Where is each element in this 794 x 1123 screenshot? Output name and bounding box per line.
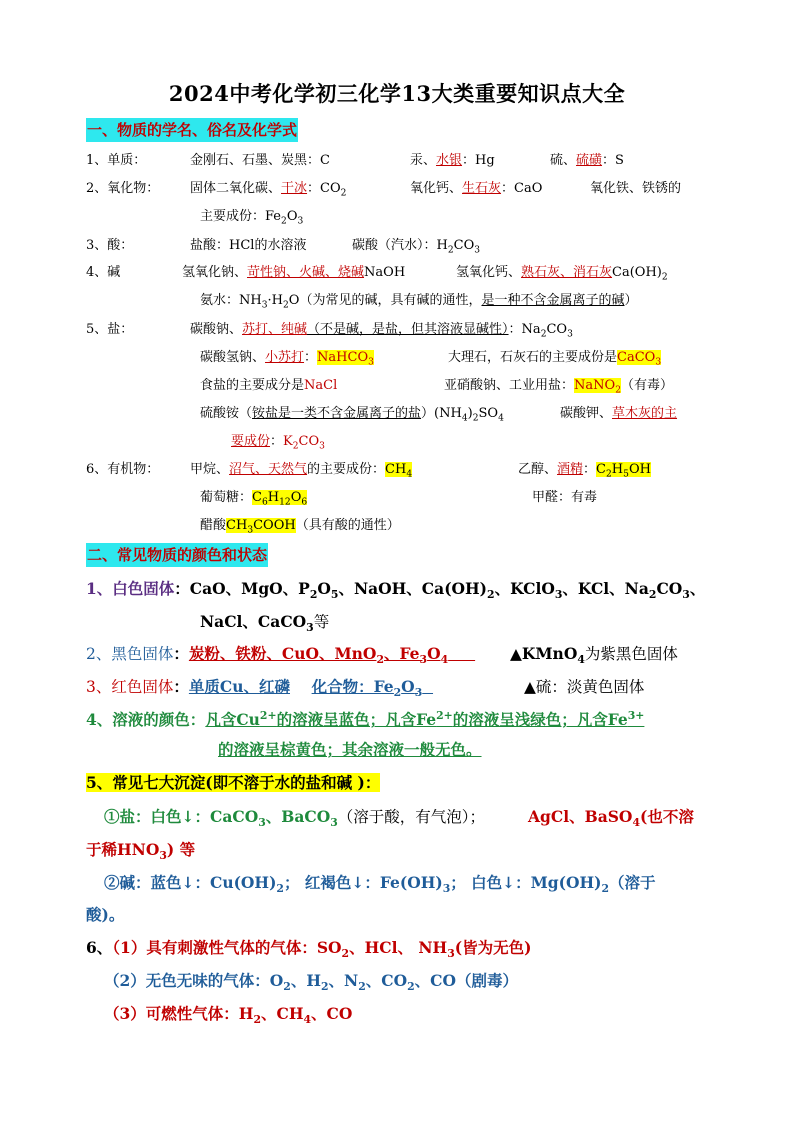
text: ： [189,710,206,729]
salt-precipitates [104,805,485,829]
text: ： [173,677,189,696]
page-title: 2024中考化学初三化学13大类重要知识点大全 [168,81,626,106]
text: O [290,490,302,505]
subscript: 4 [498,413,504,424]
superscript: 2+ [436,708,453,722]
subscript: 6 [301,497,308,508]
text: （1）具有刺激性气体的气体： [112,938,317,957]
text: 的主要成份： [307,462,386,477]
text: ) [467,406,473,421]
text: 甲醛：有毒 [532,490,598,505]
highlighted-formula [574,378,621,396]
text: ： [173,644,189,663]
text: 碳酸（汽水）：H [352,238,448,253]
label: 4、溶液的颜色 [86,710,190,729]
text: C [252,490,262,505]
subscript: 3 [261,300,268,311]
text: (皆为无色) [454,938,532,957]
white-solids [86,577,705,601]
text: 乙醇、 [518,462,558,477]
agcl-baso4 [528,805,694,829]
flammable-gases [104,1002,352,1026]
precipitates-heading [86,771,380,795]
subscript: 4 [303,1013,312,1027]
sulfur-note [524,675,644,699]
text: 氢氧化钙、 [456,265,522,280]
common-name: 干冰 [281,181,308,196]
subscript: 4 [577,653,585,667]
base-precipitates [104,871,656,895]
subscript: 2 [283,300,289,311]
salt-na2co3 [190,321,573,339]
row-bases [86,264,120,282]
subscript: 2 [276,882,284,896]
row-acids [86,237,133,255]
row-number: 2、氧化物： [86,181,160,196]
irritating-gases [86,936,531,960]
common-name: 草木灰的主 [612,406,678,421]
row-number: 3、酸： [86,238,134,253]
text: 氧化铁、铁锈的 [590,181,682,196]
text: 6、 [86,938,113,957]
text: ·H [267,293,283,308]
text: (也不溶 [639,807,694,826]
text: O [286,209,298,224]
salt-k2co3-cont [231,433,325,451]
text: NaCl、CaCO [200,612,307,631]
text: ：CaO [501,181,543,196]
text: NaHCO [317,350,369,365]
subscript: 3 [306,621,314,635]
row-oxides [86,180,159,198]
row-number: 6、有机物： [86,462,160,477]
solution-colors [86,708,644,732]
text: 的溶液呈浅绿色；凡含Fe [452,710,628,729]
subscript: 2 [281,216,287,227]
text: （溶于酸，有气泡）； [337,808,486,826]
base-naoh [182,264,405,282]
subscript: 12 [279,497,291,508]
label: 3、红色固体 [86,678,174,696]
organic-formaldehyde [532,489,597,507]
text: 的溶液呈棕黄色；其余溶液一般无色。 [218,740,482,759]
common-name: 酒精 [557,462,584,477]
text: ； 白色↓：Mg(OH) [450,873,602,892]
text: ： [304,350,318,365]
subscript: 3 [247,525,254,536]
element-sulfur [550,152,624,170]
highlighted-formula [385,462,413,480]
common-name: 小苏打 [265,350,305,365]
text: 、CO [311,1004,353,1023]
acid-h2co3 [352,237,480,255]
text: NaOH [364,265,406,280]
text: 、Fe [383,644,420,663]
salt-nahco3 [200,349,374,367]
base-caoh2 [456,264,668,282]
text: Ca(OH) [612,265,662,280]
text: C [596,462,606,477]
text: （2）无色无味的气体：O [104,971,284,990]
subscript: 3 [442,882,451,896]
text: CO [546,322,568,337]
subscript: 4 [632,816,640,830]
text: 、 [689,579,706,598]
subscript: 5 [623,469,629,480]
subscript: 2 [283,980,291,994]
label: 2、黑色固体 [86,645,174,663]
subscript: 3 [419,653,428,667]
subscript: 3 [682,588,690,602]
text: O（为常见的碱，具有碱的通性， [288,293,482,308]
text: ▲KMnO [510,644,578,663]
highlighted-formula [596,462,651,480]
text: CO [298,434,320,449]
text: 硫酸铵 [200,406,240,421]
text: ：S [602,153,624,168]
row-number: 1、单质： [86,153,147,168]
row-number: 4、碱 [86,265,121,280]
text: 、HCl、 NH [349,938,448,957]
subscript: 2 [340,188,347,199]
underlined-text: 单质Cu、红磷 [188,677,290,696]
text: 亚硝酸钠、工业用盐： [444,378,575,393]
text: 、N [328,971,359,990]
text: 、NaOH、Ca(OH) [338,579,488,598]
underlined-text [311,677,433,700]
text: O [317,579,331,598]
row-salts [86,321,133,339]
organic-ethanol [518,461,651,479]
subscript: 2 [321,980,329,994]
subscript: 2 [606,469,612,480]
subscript: 2 [253,1013,261,1027]
text: CH [226,518,248,533]
text: O [401,677,415,696]
text: SO [316,938,342,957]
text: 醋酸 [200,518,227,533]
text: CaCO [617,350,656,365]
subscript: 2 [447,245,454,256]
text: 等 [313,613,330,631]
text: O [427,644,441,663]
text: 、KClO [494,579,555,598]
section-heading-1: 一、物质的学名、俗名及化学式 [86,118,298,142]
text: 化合物：Fe [311,677,394,696]
solution-colors-cont [218,738,482,762]
highlighted-text: 5、常见七大沉淀(即不溶于水的盐和碱 )： [86,773,381,792]
text: 的溶液呈蓝色；凡含Fe [276,710,437,729]
subscript: 2 [661,272,668,283]
text: （溶于 [608,873,656,892]
text: ） [624,293,638,308]
text: OH [628,462,651,477]
text: H [238,1004,254,1023]
formula [283,434,325,452]
text: COOH [253,518,296,533]
element-mercury [410,152,495,170]
row-organics [86,461,159,479]
black-solids [86,642,475,666]
text: 、KCl、Na [562,579,649,598]
text: 葡萄糖： [200,490,253,505]
subscript: 2 [615,385,621,396]
text: 酸)。 [86,905,125,924]
salt-precipitates-cont [86,838,195,862]
salt-caco3 [448,349,661,367]
highlighted-formula [317,350,374,368]
subscript: 2 [292,441,299,452]
text: 炭粉、铁粉、CuO、MnO [188,644,377,663]
subscript: 2 [487,588,495,602]
text: 碳酸钠、 [190,322,243,337]
subscript: 4 [406,469,413,480]
subscript: 3 [414,686,423,700]
text: ：CO [307,181,341,196]
text: ： [270,434,284,449]
subscript: 2 [407,980,415,994]
text: H [611,462,624,477]
subscript: 3 [297,216,304,227]
text: （ [239,406,253,421]
subscript: 4 [461,413,468,424]
row-number: 5、盐： [86,322,134,337]
text: 碳酸钾、 [560,406,613,421]
common-name: 要成份 [231,434,271,449]
underlined-text [205,710,644,729]
organic-acetic-acid [200,517,400,535]
subscript: 2 [376,653,384,667]
oxide-fe2o3 [590,180,681,198]
superscript: 2+ [259,708,277,722]
colorless-odorless-gases [104,969,518,993]
text: NaNO [574,378,616,393]
text [112,938,532,961]
text: 氧化钙、 [410,181,463,196]
common-name: 熟石灰、消石灰 [521,265,613,280]
text [104,807,486,830]
subscript: 3 [655,357,662,368]
text: 固体二氧化碳、 [190,181,282,196]
common-name: 苛性钠、火碱、烧碱 [247,265,365,280]
text: 金刚石、石墨、炭黑：C [190,153,330,168]
salt-ammonium-sulfate [200,405,504,423]
common-name: 沼气、天然气 [229,462,308,477]
text: 盐酸：HCl的水溶液 [190,238,307,253]
common-name: 生石灰 [462,181,502,196]
underlined-list [188,644,475,667]
text: CH [385,462,407,477]
text: ：CaO、MgO、P [174,579,310,598]
text: ； 红褐色↓：Fe(OH) [283,873,443,892]
subscript: 3 [554,588,563,602]
common-name: 水银 [436,153,463,168]
row-elements [86,152,146,170]
underlined-note: 铵盐是一类不含金属离子的盐 [252,406,422,421]
text: 硫、 [550,153,577,168]
text: 碳酸氢钠、 [200,350,266,365]
text: ）(NH [421,406,462,421]
highlighted-formula [252,490,308,508]
oxide-co2 [190,180,346,198]
text: （具有酸的通性） [295,518,400,533]
highlighted-formula [226,518,296,536]
subscript: 3 [330,816,338,830]
subscript: 2 [601,882,609,896]
text: 氢氧化钠、 [182,265,248,280]
text: 、H [290,971,321,990]
text: ②碱：蓝色↓：Cu(OH) [104,873,277,892]
base-precipitates-cont [86,903,124,927]
subscript: 5 [330,588,339,602]
common-name: 苏打、纯碱 [242,322,308,337]
text: 于稀HNO [86,840,160,859]
subscript: 3 [159,849,167,863]
subscript: 3 [368,357,374,368]
label: 1、白色固体 [86,579,175,598]
text: 汞、 [410,153,437,168]
text: 、CH [261,1004,304,1023]
subscript: 6 [261,497,268,508]
subscript: 2 [648,588,657,602]
text: CO [656,579,683,598]
text: ： [583,462,597,477]
text: ①盐：白色↓：CaCO [104,807,259,826]
subscript: 3 [258,816,266,830]
organic-ch4 [190,461,412,479]
salt-nacl [200,377,337,395]
white-solids-cont [200,610,329,634]
subscript: 2 [358,980,366,994]
underlined-note: 是一种不含金属离子的碱 [481,293,625,308]
oxide-cao [410,180,542,198]
subscript: 3 [319,441,325,452]
subscript: 2 [309,588,318,602]
superscript: 3+ [627,708,645,722]
text: 大理石，石灰石的主要成份是 [448,350,618,365]
kmno4-note [510,642,678,666]
salt-nano2 [444,377,673,395]
text: ) 等 [166,840,196,859]
text: 氨水：NH [200,293,262,308]
highlighted-formula [617,350,662,368]
base-ammonia [200,292,638,310]
subscript: 2 [393,686,402,700]
text: H [267,490,280,505]
text: 、BaCO [265,807,331,826]
text: ▲硫：淡黄色固体 [524,678,645,696]
subscript: 4 [440,653,449,667]
subscript: 2 [341,947,350,961]
text: AgCl、BaSO [528,807,633,826]
text: 、CO [365,971,408,990]
subscript: 2 [540,329,547,340]
common-name: 硫磺 [576,153,603,168]
subscript: 3 [474,245,481,256]
text: 甲烷、 [190,462,230,477]
element-carbon [190,152,330,170]
subscript: 3 [567,329,573,340]
formula: NaCl [304,378,338,393]
text: ：Hg [462,153,495,168]
acid-hcl [190,237,306,255]
text: SO [478,406,499,421]
organic-glucose [200,489,307,507]
text: 凡含Cu [205,710,260,729]
text: CO [453,238,475,253]
subscript: 2 [472,413,479,424]
section-heading-2: 二、常见物质的颜色和状态 [86,543,268,567]
red-solids [86,675,433,699]
text: 主要成份：Fe [200,209,282,224]
text: 、CO（剧毒） [414,971,518,990]
text: （有毒） [620,378,673,393]
oxide-fe2o3-formula [200,208,303,226]
text: （3）可燃性气体： [104,1004,239,1023]
underlined-note: （不是碱，是盐，但其溶液显碱性） [307,322,509,337]
text: 为紫黑色固体 [584,645,678,663]
salt-k2co3 [560,405,677,423]
text: 食盐的主要成分是 [200,378,305,393]
text: ：Na [508,322,541,337]
subscript: 3 [447,947,455,961]
text: K [283,434,293,449]
